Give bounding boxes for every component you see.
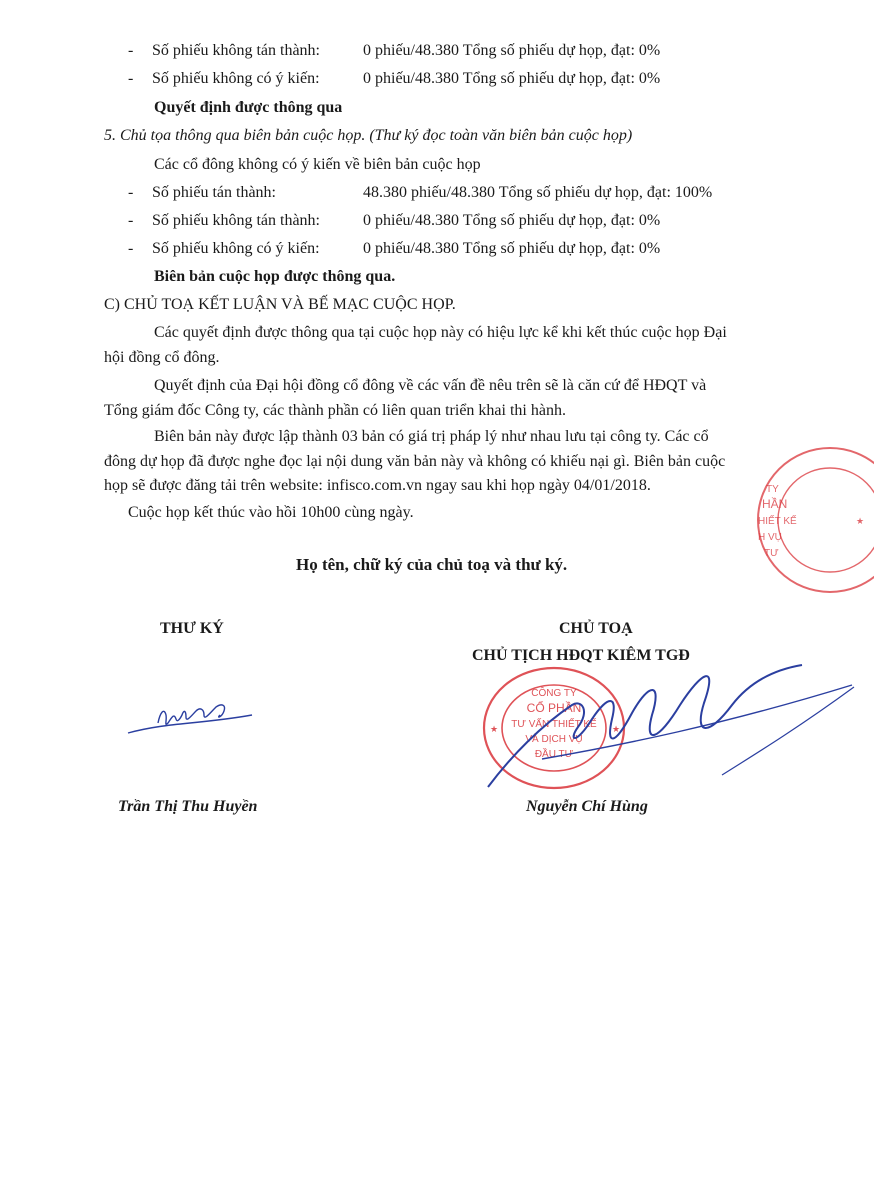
vote-value: 48.380 phiếu/48.380 Tổng số phiếu dự họp, đạt: 100% [363, 184, 713, 201]
paragraph-line: Các quyết định được thông qua tại cuộc họp này có hiệu lực kể khi kết thúc cuộc họp Đại [154, 324, 727, 341]
vote-label: Số phiếu không có ý kiến: [152, 240, 320, 257]
chair-signature [482, 655, 862, 795]
paragraph-line: Quyết định của Đại hội đồng cổ đông về các vấn đề nêu trên sẽ là căn cứ để HĐQT và [154, 377, 707, 394]
vote-label: Số phiếu không có ý kiến: [152, 70, 320, 87]
closing-line: Cuộc họp kết thúc vào hồi 10h00 cùng ngày. [128, 504, 414, 521]
paragraph-line: họp sẽ được đăng tải trên website: infisco.com.vn ngay sau khi họp ngày 04/01/2018. [104, 477, 651, 494]
vote-value: 0 phiếu/48.380 Tổng số phiếu dự họp, đạt: 0% [363, 42, 661, 59]
stamp-line: TƯ VẤN THIẾT KẾ [511, 719, 597, 730]
minutes-passed: Biên bản cuộc họp được thông qua. [154, 268, 396, 285]
paragraph-line: Tổng giám đốc Công ty, các thành phần có liên quan triển khai thi hành. [104, 402, 566, 419]
vote-value: 0 phiếu/48.380 Tổng số phiếu dự họp, đạt: 0% [363, 240, 661, 257]
bullet-dash: - [128, 240, 134, 257]
vote-label: Số phiếu không tán thành: [152, 212, 320, 229]
svg-text:TƯ: TƯ [764, 548, 779, 559]
secretary-title: THƯ KÝ [160, 620, 224, 637]
vote-value: 0 phiếu/48.380 Tổng số phiếu dự họp, đạt: 0% [363, 70, 661, 87]
signature-heading: Họ tên, chữ ký của chủ toạ và thư ký. [296, 555, 568, 574]
stamp-line: VÀ DỊCH VỤ [525, 734, 583, 745]
vote-label: Số phiếu không tán thành: [152, 42, 320, 59]
stamp-line: CÔNG TY [531, 688, 577, 699]
bullet-dash: - [128, 42, 134, 59]
secretary-signature [120, 695, 260, 745]
svg-text:H VỤ: H VỤ [758, 532, 782, 543]
vote-label: Số phiếu tán thành: [152, 184, 276, 201]
decision-passed: Quyết định được thông qua [154, 99, 343, 116]
svg-text:★: ★ [490, 724, 499, 734]
edge-stamp [752, 440, 874, 600]
stamp-line: CỔ PHẦN [526, 701, 582, 715]
svg-text:TY: TY [766, 484, 779, 495]
secretary-name: Trần Thị Thu Huyền [118, 798, 258, 815]
item5-intro: Các cổ đông không có ý kiến về biên bản cuộc họp [154, 156, 481, 173]
bullet-dash: - [128, 212, 134, 229]
paragraph-line: hội đồng cổ đông. [104, 349, 220, 366]
paragraph-line: Biên bản này được lập thành 03 bản có giá trị pháp lý như nhau lưu tại công ty. Các cổ [154, 428, 709, 445]
svg-text:HIẾT KẾ: HIẾT KẾ [758, 516, 797, 527]
section-c-heading: C) CHỦ TOẠ KẾT LUẬN VÀ BẾ MẠC CUỘC HỌP. [104, 296, 456, 313]
chair-subtitle: CHỦ TỊCH HĐQT KIÊM TGĐ [472, 647, 690, 664]
chair-name: Nguyễn Chí Hùng [526, 798, 648, 815]
bullet-dash: - [128, 70, 134, 87]
svg-text:★: ★ [612, 724, 621, 734]
svg-text:★: ★ [856, 516, 865, 526]
paragraph-line: đông dự họp đã được nghe đọc lại nội dung văn bản này và không có khiếu nại gì. Biên bản cuộc [104, 453, 726, 470]
item5-heading: 5. Chủ tọa thông qua biên bản cuộc họp. (Thư ký đọc toàn văn biên bản cuộc họp) [104, 127, 633, 144]
stamp-line: ĐẦU TƯ [534, 749, 574, 760]
svg-text:HẦN: HẦN [762, 497, 788, 511]
chair-title: CHỦ TOẠ [559, 620, 633, 637]
vote-value: 0 phiếu/48.380 Tổng số phiếu dự họp, đạt: 0% [363, 212, 661, 229]
bullet-dash: - [128, 184, 134, 201]
